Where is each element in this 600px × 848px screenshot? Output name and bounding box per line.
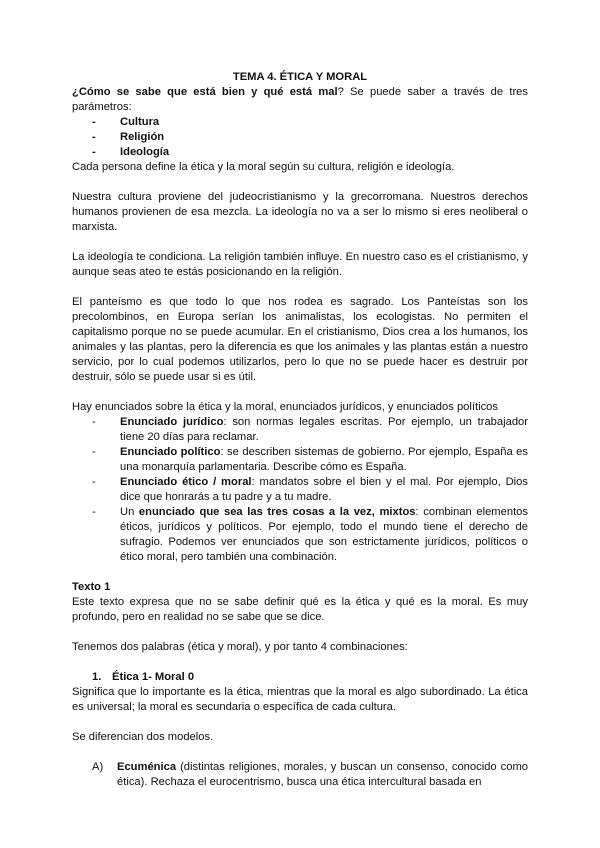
list-item [92,505,528,565]
alpha-text: (distintas religiones, morales, y buscan un consenso, conocido como ética). Rechaza el eurocentrismo, busca una ética intercultural basada en [117,761,528,788]
enunciados-list [72,415,528,565]
list-item [92,415,528,445]
list-item-term: Enunciado político [120,446,221,458]
paragraph-texto1: Este texto expresa que no se sabe definir qué es la ética y qué es la moral. Es muy profundo, pero en realidad no se sabe que se dice. [72,596,528,623]
parameters-list [72,115,528,160]
intro-rest: ? Se puede saber a través de tres parámetros: [72,86,528,113]
alpha-list-item [72,760,528,790]
numbered-heading-label: Ética 1- Moral 0 [112,671,195,683]
list-item [92,445,528,475]
list-item-text: : combinan elementos éticos, jurídicos y políticos. Por ejemplo, todo el mundo tiene el derecho de sufragio. Podemos ver enunciados que son estrictamente jurídicos, políticos o ético moral, pero también una combinación. [120,506,528,563]
intro-question: ¿Cómo se sabe que está bien y qué está mal [72,86,338,98]
list-item-text: : mandatos sobre el bien y el mal. Por ejemplo, Dios dice que honrarás a tu padre y a tu madre. [120,476,528,503]
list-item-term: Enunciado ético / moral [120,476,252,488]
alpha-term: Ecuménica [117,761,177,773]
list-item-text: : son normas legales escritas. Por ejemplo, un trabajador tiene 20 días para reclamar. [120,416,528,443]
intro-paragraph [72,85,528,115]
paragraph-ideologia: La ideología te condiciona. La religión también influye. En nuestro caso es el cristianismo, y aunque seas ateo te estás posicionando en la religión. [72,251,528,278]
paragraph-enunciados: Hay enunciados sobre la ética y la moral, enunciados jurídicos, y enunciados políticos [72,401,498,413]
alpha-marker: A) [92,761,104,773]
section-heading-texto1: Texto 1 [72,581,111,593]
list-item-text: : se describen sistemas de gobierno. Por ejemplo, España es una monarquía parlamentaria. Describe cómo es España. [120,446,528,473]
paragraph-significa: Significa que lo importante es la ética, mientras que la moral es algo subordinado. La ética es universal; la moral es secundaria o específica de cada cultura. [72,686,528,713]
list-item [92,475,528,505]
list-item-term: Enunciado jurídico [120,416,224,428]
paragraph-combinaciones: Tenemos dos palabras (ética y moral), y por tanto 4 combinaciones: [72,641,408,653]
paragraph-define: Cada persona define la ética y la moral según su cultura, religión e ideología. [72,161,455,173]
page-title: TEMA 4. ÉTICA Y MORAL [232,71,368,83]
numbered-heading-number: 1. [92,671,102,683]
paragraph-cultura: Nuestra cultura proviene del judeocristianismo y la grecorromana. Nuestros derechos humanos provienen de esa mezcla. La ideología no va a ser lo mismo si eres neoliberal o marxista. [72,191,528,233]
numbered-heading [72,670,528,685]
list-item: - Religión [92,130,528,145]
list-item: - Ideología [92,145,528,160]
list-item: - Cultura [92,115,528,130]
list-item-pre: Un [120,506,139,518]
paragraph-modelos: Se diferencian dos modelos. [72,731,214,743]
paragraph-panteismo: El panteísmo es que todo lo que nos rodea es sagrado. Los Panteístas son los precolombinos, en Europa serían los animalistas, los ecologistas. No permiten el capitalismo porque no se puede acumular. En el cristianismo, Dios crea a los humanos, los animales y las plantas, pero la diferencia es que los animales y las plantas están a nuestro servicio, por lo cual podemos utilizarlos, pero lo que no se puede hacer es destruir por destruir, sólo se puede usar si es útil. [72,296,528,383]
list-item-term: enunciado que sea las tres cosas a la vez, mixtos [138,506,416,518]
